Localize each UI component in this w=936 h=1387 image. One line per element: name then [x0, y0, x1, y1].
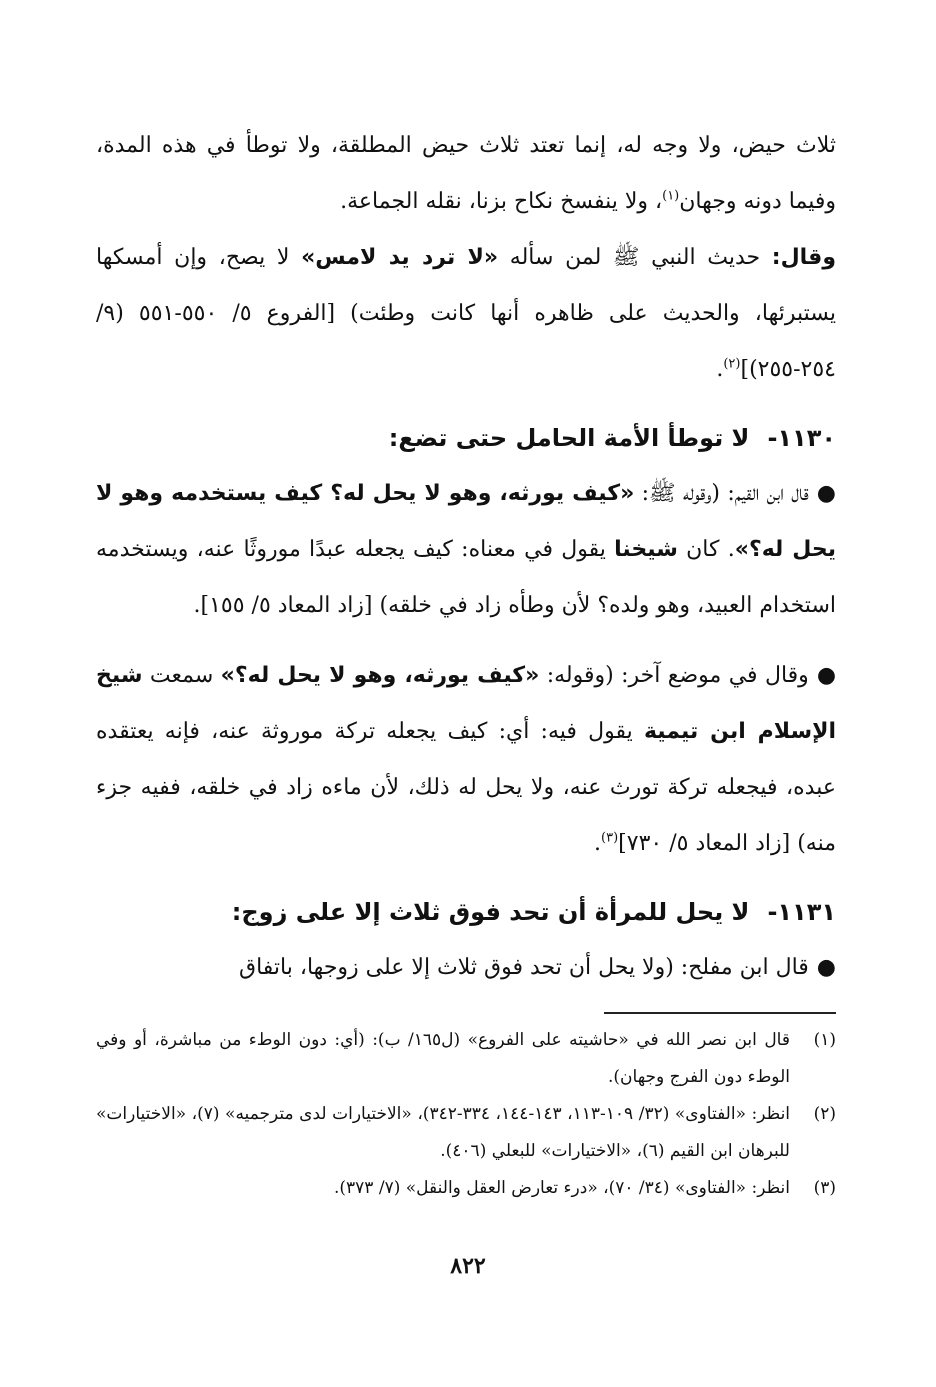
bullet-icon: ●: [816, 955, 836, 980]
footnote-3: [96, 1170, 836, 1207]
footnote-divider: [604, 1012, 836, 1014]
page-number: ٨٢٢: [450, 1253, 486, 1279]
paragraph-2: [96, 230, 836, 398]
footnote-ref-3[interactable]: (٣): [601, 830, 619, 846]
hadith-quote: «لا ترد يد لامس»: [301, 245, 499, 270]
paragraph-4-text-b: سمعت: [142, 663, 221, 688]
paragraph-4-text-c: يقول فيه: أي: كيف يجعله تركة موروثة عنه، فإنه يعتقده عبده، فيجعله تركة تورث عنه، ولا يحل له ذلك، لأن ماءه زاد في خلقه، ففيه جزء منه) [زاد المعاد ٥/ ٧٣٠]: [96, 719, 836, 856]
paragraph-2-lead: وقال:: [771, 245, 836, 270]
footnotes: [96, 1022, 836, 1207]
paragraph-5-text: قال ابن مفلح: (ولا يحل أن تحد فوق ثلاث إلا على زوجها، باتفاق: [239, 955, 809, 980]
footnote-2: [96, 1096, 836, 1170]
hadith-quote: «كيف يورثه، وهو لا يحل له؟ كيف يستخدمه وهو لا يحل له؟»: [96, 481, 837, 562]
section-title: لا توطأ الأمة الحامل حتى تضع:: [388, 424, 750, 452]
section-title: لا يحل للمرأة أن تحد فوق ثلاث إلا على زوج:: [231, 898, 750, 926]
footnote-text: انظر: «الفتاوى» (٣٢/ ١٠٩-١١٣، ١٤٣-١٤٤، ٣٣٤-٣٤٢)، «الاختيارات لدى مترجميه» (٧)، «الاختيارات» للبرهان ابن القيم (٦)، «الاختيارات» للبعلي (٤٠٦).: [96, 1104, 791, 1161]
paragraph-4: [96, 648, 836, 872]
page-body: [96, 118, 836, 996]
paragraph-3: [96, 466, 836, 634]
paragraph-3-text-c: يقول في معناه: كيف يجعله عبدًا موروثًا عنه، ويستخدمه استخدام العبيد، وهو ولده؟ لأن وطأه زاد في خلقه) [زاد المعاد ٥/ ١٥٥].: [96, 537, 836, 618]
bullet-icon: ●: [816, 663, 837, 688]
paragraph-1-end: ، ولا ينفسخ نكاح بزنا، نقله الجماعة.: [340, 189, 663, 214]
paragraph-1-text: ثلاث حيض، ولا وجه له، إنما تعتد ثلاث حيض المطلقة، ولا توطأ في هذه المدة، وفيما دونه وجهان: [96, 133, 836, 214]
paragraph-1: [96, 118, 836, 230]
footnote-text: قال ابن نصر الله في «حاشيته على الفروع» (ل١٦٥/ ب): (أي: دون الوطء من مباشرة، أو وفي الوطء دون الفرج وجهان).: [96, 1030, 790, 1087]
paragraph-3-text-a: قال ابن القيم: (وقوله ﷺ:: [634, 481, 809, 506]
bullet-icon: ●: [816, 481, 836, 506]
footnote-ref-1[interactable]: (١): [662, 188, 680, 204]
hadith-quote: «كيف يورثه، وهو لا يحل له؟»: [220, 663, 540, 688]
section-number: ١١٣٠-: [767, 424, 836, 452]
section-heading-1131: [96, 884, 836, 940]
footnote-number: (٢): [813, 1104, 837, 1124]
bold-term: شيخ الإسلام ابن تيمية: [96, 663, 837, 744]
footnote-1: [96, 1022, 836, 1096]
paragraph-2-text-a: حديث النبي ﷺ لمن سأله: [498, 245, 772, 270]
paragraph-4-text-a: وقال في موضع آخر: (وقوله:: [539, 663, 809, 688]
section-number: ١١٣١-: [767, 898, 836, 926]
paragraph-2-text-b: لا يصح، وإن أمسكها يستبرئها، والحديث على ظاهره أنها كانت وطئت) [الفروع ٥/ ٥٥٠-٥٥١ (٩/ ٢٥٤-٢٥٥)]: [96, 245, 836, 382]
footnote-text: انظر: «الفتاوى» (٣٤/ ٧٠)، «درء تعارض العقل والنقل» (٧/ ٣٧٣).: [334, 1178, 790, 1198]
paragraph-3-text-b: . كان: [677, 537, 735, 562]
paragraph-2-end: .: [716, 357, 724, 382]
footnote-number: (٣): [813, 1178, 836, 1198]
paragraph-5: [96, 940, 836, 996]
section-heading-1130: [96, 410, 836, 466]
footnote-ref-2[interactable]: (٢): [723, 356, 741, 372]
bold-term: شيخنا: [614, 537, 678, 562]
main-text: [96, 118, 836, 996]
paragraph-4-end: .: [594, 831, 602, 856]
footnote-number: (١): [813, 1030, 836, 1050]
